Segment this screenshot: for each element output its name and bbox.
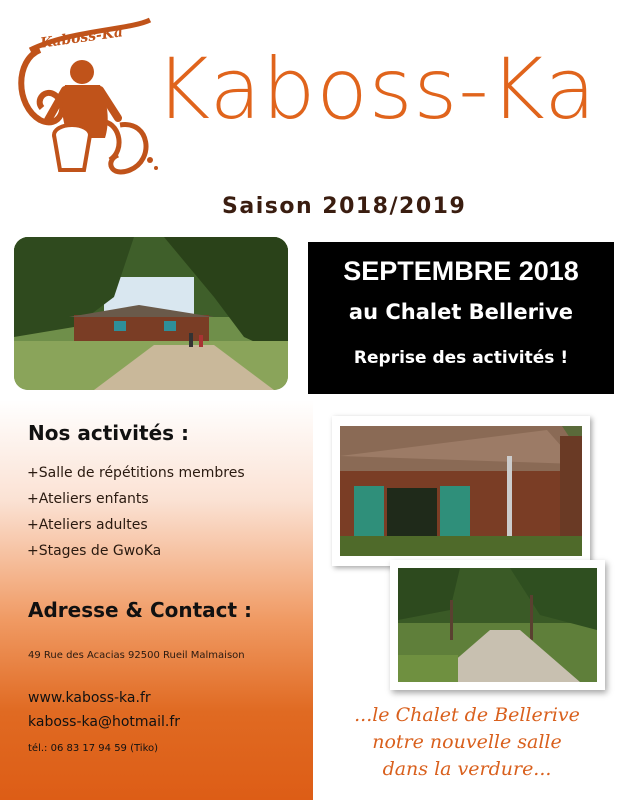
contact-heading: Adresse & Contact : bbox=[28, 598, 253, 622]
caption-line: notre nouvelle salle bbox=[372, 731, 562, 753]
activities-heading: Nos activités : bbox=[28, 421, 189, 445]
caption-text bbox=[322, 702, 612, 783]
announcement-box bbox=[308, 242, 614, 394]
announcement-date: SEPTEMBRE 2018 bbox=[343, 256, 579, 286]
list-item: +Ateliers enfants bbox=[27, 491, 149, 507]
season-title: Saison 2018/2019 bbox=[222, 194, 467, 219]
logo-text: Kaboss-Ka bbox=[39, 24, 124, 52]
website-link[interactable]: www.kaboss-ka.fr bbox=[28, 690, 151, 706]
announcement-location: au Chalet Bellerive bbox=[348, 300, 574, 324]
caption-line: ...le Chalet de Bellerive bbox=[354, 704, 580, 726]
list-item: +Stages de GwoKa bbox=[27, 543, 162, 559]
activities-list bbox=[27, 462, 245, 566]
list-item: +Ateliers adultes bbox=[27, 517, 148, 533]
email-link[interactable]: kaboss-ka@hotmail.fr bbox=[28, 714, 181, 730]
chalet-woods-image bbox=[14, 237, 288, 390]
logo bbox=[10, 10, 160, 182]
list-item: +Salle de répétitions membres bbox=[27, 465, 245, 481]
address-text: 49 Rue des Acacias 92500 Rueil Malmaison bbox=[28, 650, 245, 661]
brand-title: Kaboss-Ka bbox=[155, 40, 597, 138]
chalet-closeup-photo bbox=[332, 416, 590, 566]
phone-text: tél.: 06 83 17 94 59 (Tiko) bbox=[28, 743, 159, 754]
park-path-image bbox=[390, 560, 605, 690]
chalet-photo bbox=[14, 237, 288, 390]
chalet-closeup-image bbox=[332, 416, 590, 566]
caption-line: dans la verdure... bbox=[382, 758, 552, 780]
announcement-reprise: Reprise des activités ! bbox=[353, 348, 569, 368]
park-photo bbox=[390, 560, 605, 690]
